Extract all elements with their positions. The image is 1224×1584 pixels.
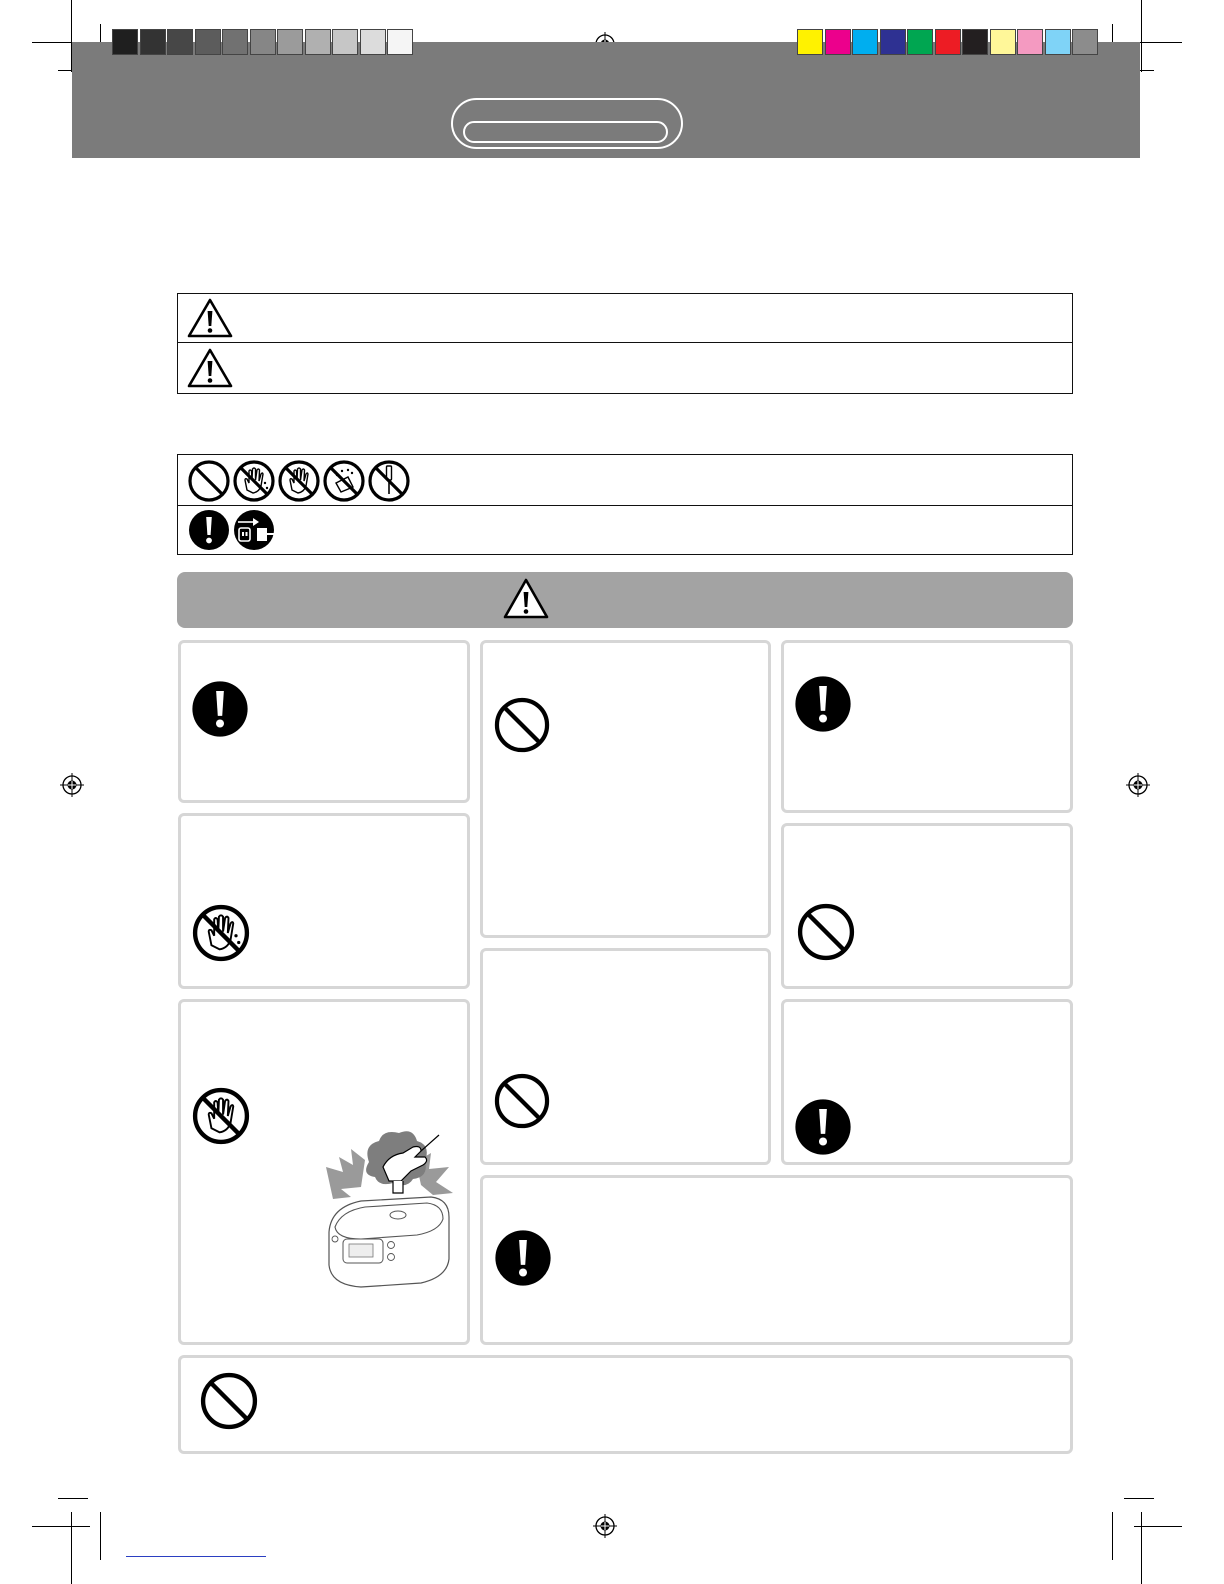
gray-swatch — [167, 29, 193, 55]
gray-swatch — [250, 29, 276, 55]
gray-swatch — [332, 29, 358, 55]
gray-swatch — [305, 29, 331, 55]
color-swatch — [852, 29, 878, 55]
symbol-row-prohibition — [178, 455, 1072, 506]
registration-mark-left — [60, 773, 84, 797]
prohibited-icon — [493, 1072, 551, 1130]
gray-swatch — [277, 29, 303, 55]
safety-panel — [178, 640, 470, 803]
color-swatch — [962, 29, 988, 55]
gray-swatch — [140, 29, 166, 55]
rice-cooker-steam-vent-illustration — [321, 1127, 456, 1297]
color-swatch — [1017, 29, 1043, 55]
no-wet-hands-icon — [191, 903, 251, 963]
warning-section-header — [177, 572, 1073, 628]
safety-panel — [480, 1175, 1073, 1345]
mandatory-icon — [191, 680, 249, 738]
registration-mark-right — [1126, 773, 1150, 797]
safety-panel — [480, 640, 771, 938]
unplug-icon — [233, 509, 275, 551]
safety-panel — [781, 999, 1073, 1165]
color-swatch — [797, 29, 823, 55]
prohibited-icon — [187, 459, 231, 503]
do-not-touch-icon — [191, 1086, 251, 1146]
color-swatch — [880, 29, 906, 55]
safety-panel — [178, 813, 470, 989]
hazard-row-warning — [178, 294, 1072, 343]
color-swatch — [825, 29, 851, 55]
prohibited-icon — [796, 902, 856, 962]
no-wet-hands-icon — [232, 459, 276, 503]
safety-panel — [178, 999, 470, 1345]
hazard-row-caution — [178, 343, 1072, 393]
symbol-row-instruction — [178, 506, 1072, 554]
registration-mark-bottom — [593, 1514, 617, 1538]
color-swatch — [1045, 29, 1071, 55]
gray-swatch — [360, 29, 386, 55]
warning-triangle-icon — [186, 347, 234, 389]
warning-triangle-icon — [502, 577, 550, 621]
mandatory-icon — [794, 1098, 852, 1156]
gray-swatch — [222, 29, 248, 55]
header-title — [470, 123, 660, 141]
safety-panel — [178, 1355, 1073, 1454]
color-swatch — [1072, 29, 1098, 55]
symbol-meaning-table — [177, 454, 1073, 555]
prohibited-icon — [199, 1371, 259, 1431]
gray-swatch — [387, 29, 413, 55]
gray-swatch — [112, 29, 138, 55]
no-water-icon — [322, 459, 366, 503]
mandatory-icon — [494, 1229, 552, 1287]
color-swatch — [935, 29, 961, 55]
safety-panel — [781, 823, 1073, 989]
safety-panel — [781, 640, 1073, 813]
color-swatch — [990, 29, 1016, 55]
prohibited-icon — [493, 696, 551, 754]
do-not-disassemble-icon — [367, 459, 411, 503]
color-swatch — [907, 29, 933, 55]
mandatory-icon — [188, 509, 230, 551]
gray-swatch — [195, 29, 221, 55]
hazard-level-table — [177, 293, 1073, 394]
warning-triangle-icon — [186, 297, 234, 339]
mandatory-icon — [794, 675, 852, 733]
do-not-touch-icon — [277, 459, 321, 503]
safety-panel — [480, 948, 771, 1165]
